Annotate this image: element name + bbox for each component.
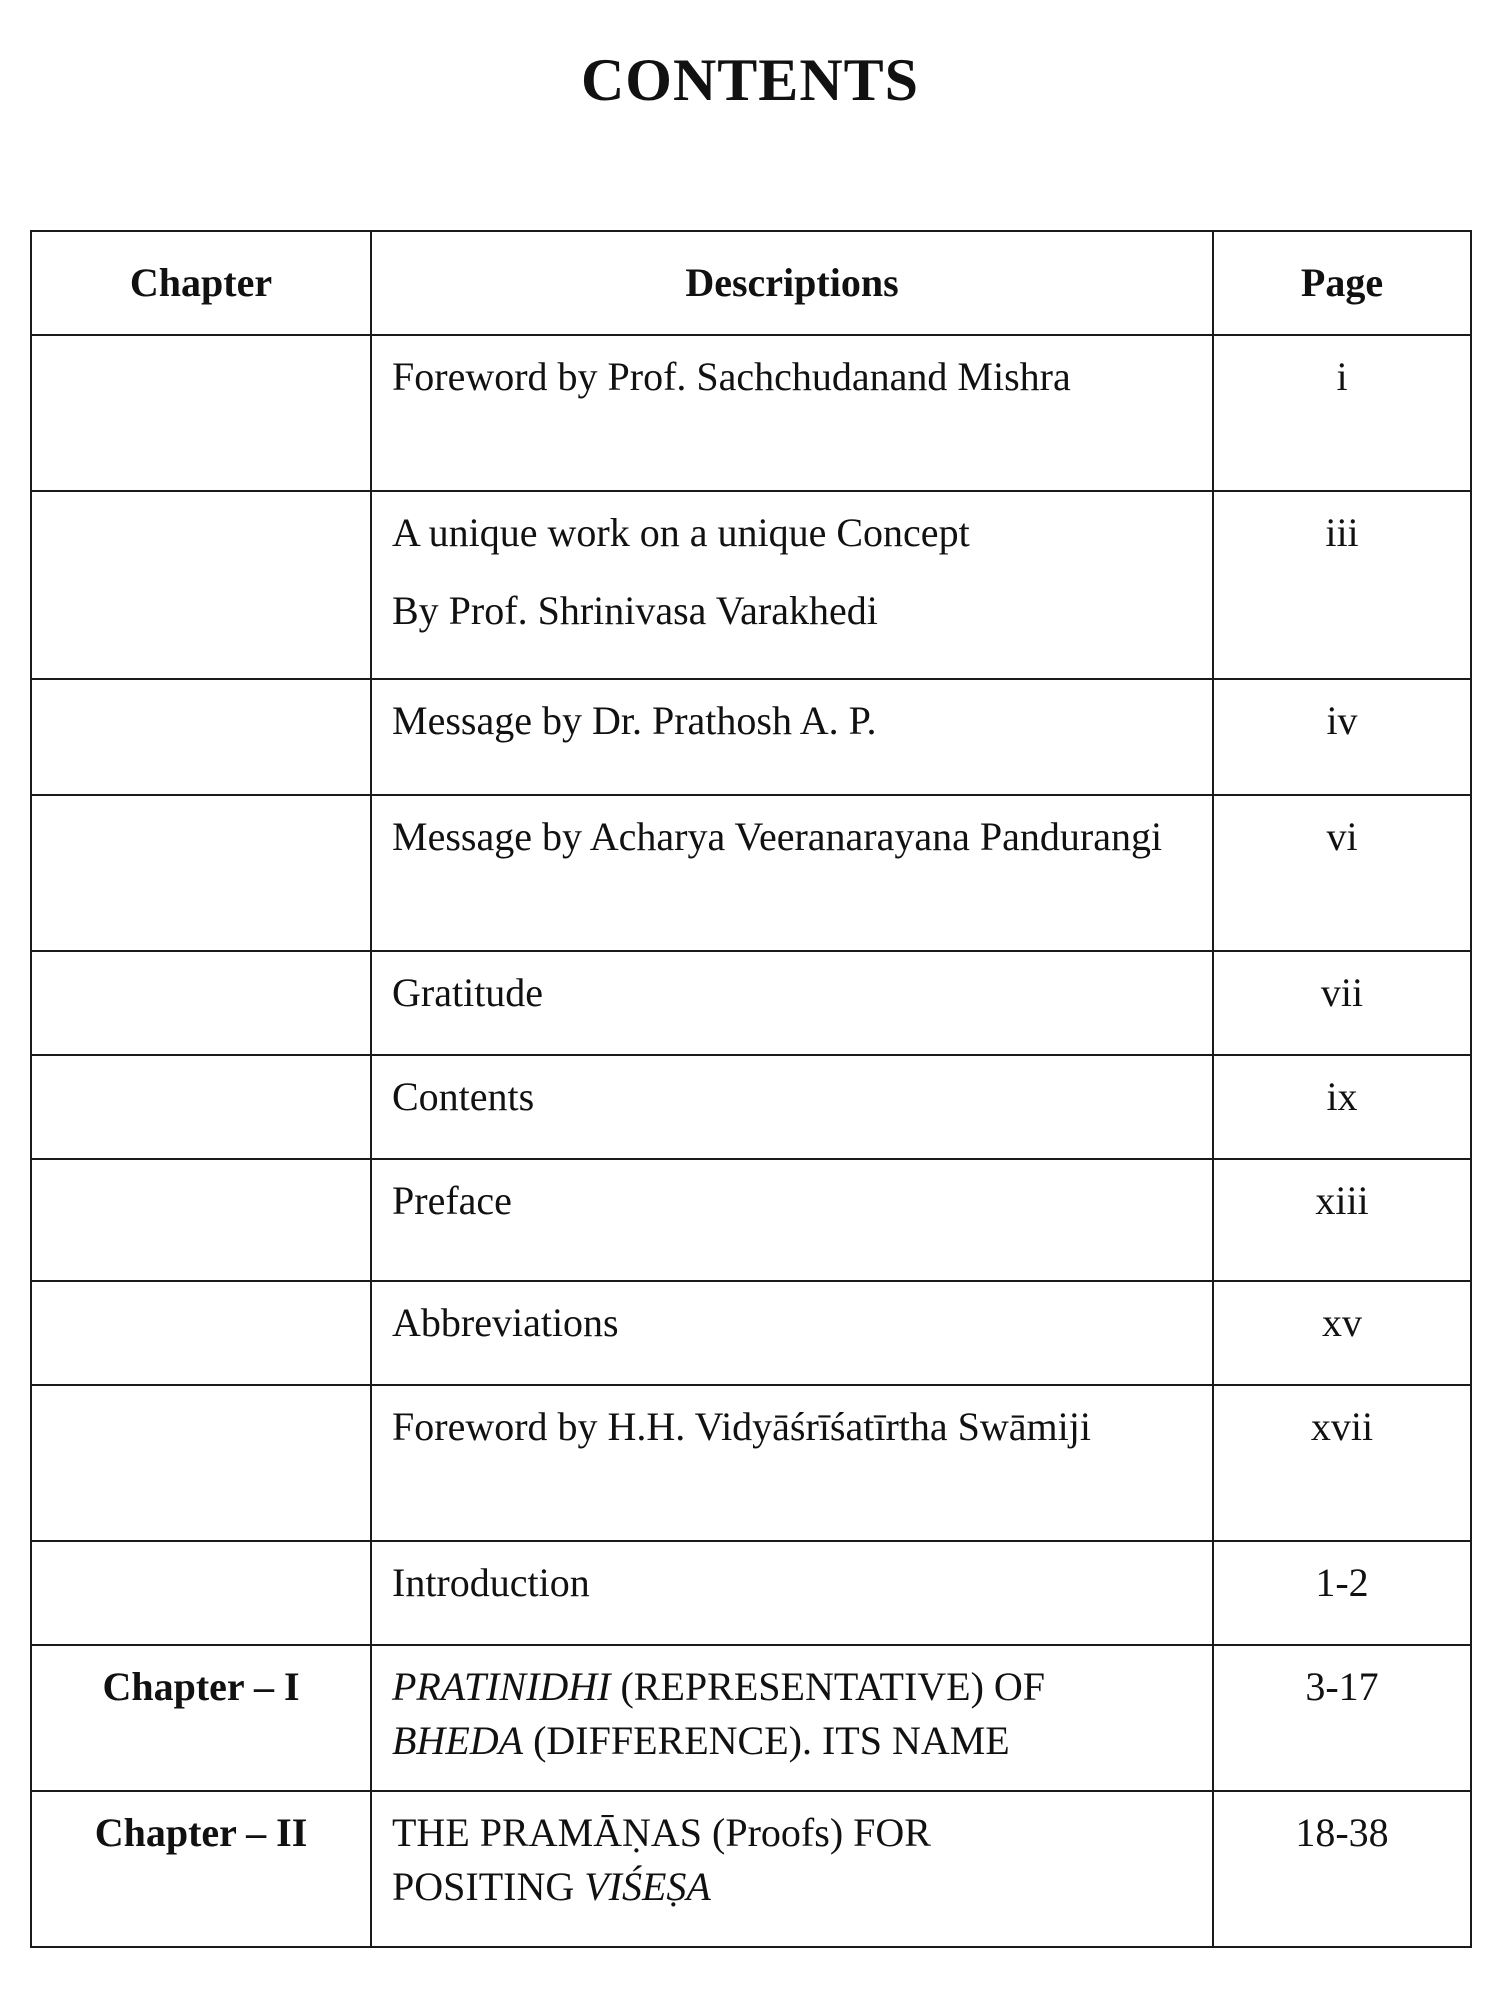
page-cell: iv <box>1213 679 1471 795</box>
page-cell: 1-2 <box>1213 1541 1471 1645</box>
description-line <box>392 1660 1192 1714</box>
italic-term: BHEDA <box>392 1718 524 1763</box>
table-row <box>31 335 1471 491</box>
table-row <box>31 951 1471 1055</box>
description-cell: Foreword by H.H. Vidyāśrīśatīrtha Swāmiji <box>371 1385 1213 1541</box>
header-page: Page <box>1213 231 1471 335</box>
description-line: By Prof. Shrinivasa Varakhedi <box>392 588 878 633</box>
page-title: CONTENTS <box>580 47 920 113</box>
description-line: THE PRAMĀṆAS (Proofs) FOR <box>392 1810 931 1855</box>
description-cell: Gratitude <box>371 951 1213 1055</box>
chapter-cell <box>31 1385 371 1541</box>
chapter-cell: Chapter – I <box>31 1645 371 1791</box>
page-cell: vii <box>1213 951 1471 1055</box>
description-cell: Foreword by Prof. Sachchudanand Mishra <box>371 335 1213 491</box>
chapter-cell <box>31 951 371 1055</box>
page-cell: xiii <box>1213 1159 1471 1281</box>
contents-table <box>30 230 1472 1948</box>
chapter-cell <box>31 491 371 679</box>
table-row <box>31 1159 1471 1281</box>
header-chapter: Chapter <box>31 231 371 335</box>
chapter-cell <box>31 679 371 795</box>
chapter-cell: Chapter – II <box>31 1791 371 1947</box>
page-cell: 18-38 <box>1213 1791 1471 1947</box>
italic-term: PRATINIDHI <box>392 1664 611 1709</box>
description-cell <box>371 1645 1213 1791</box>
page-cell: i <box>1213 335 1471 491</box>
description-line: A unique work on a unique Concept <box>392 510 970 555</box>
chapter-cell <box>31 795 371 951</box>
table-row <box>31 1055 1471 1159</box>
page-cell: xvii <box>1213 1385 1471 1541</box>
description-line <box>392 1860 1192 1914</box>
table-row <box>31 1281 1471 1385</box>
description-cell: Abbreviations <box>371 1281 1213 1385</box>
description-cell: Introduction <box>371 1541 1213 1645</box>
page-cell: xv <box>1213 1281 1471 1385</box>
description-text: POSITING <box>392 1864 585 1909</box>
page-cell: iii <box>1213 491 1471 679</box>
description-text: (DIFFERENCE). ITS NAME <box>523 1718 1010 1763</box>
description-cell <box>371 1791 1213 1947</box>
table-header-row <box>31 231 1471 335</box>
description-text: (REPRESENTATIVE) OF <box>610 1664 1046 1709</box>
table-row <box>31 795 1471 951</box>
chapter-cell <box>31 1541 371 1645</box>
page-cell: ix <box>1213 1055 1471 1159</box>
table-row <box>31 491 1471 679</box>
chapter-cell <box>31 1281 371 1385</box>
table-row <box>31 679 1471 795</box>
page-cell: 3-17 <box>1213 1645 1471 1791</box>
table-row <box>31 1791 1471 1947</box>
table-row <box>31 1541 1471 1645</box>
chapter-cell <box>31 1055 371 1159</box>
description-cell: Preface <box>371 1159 1213 1281</box>
description-cell: Message by Dr. Prathosh A. P. <box>371 679 1213 795</box>
header-descriptions: Descriptions <box>371 231 1213 335</box>
description-cell: Contents <box>371 1055 1213 1159</box>
chapter-cell <box>31 1159 371 1281</box>
table-row <box>31 1385 1471 1541</box>
description-line <box>392 1714 1192 1768</box>
page-cell: vi <box>1213 795 1471 951</box>
table-row <box>31 1645 1471 1791</box>
description-cell <box>371 491 1213 679</box>
description-cell: Message by Acharya Veeranarayana Pandurangi <box>371 795 1213 951</box>
italic-term: VIŚEṢA <box>584 1864 711 1909</box>
chapter-cell <box>31 335 371 491</box>
